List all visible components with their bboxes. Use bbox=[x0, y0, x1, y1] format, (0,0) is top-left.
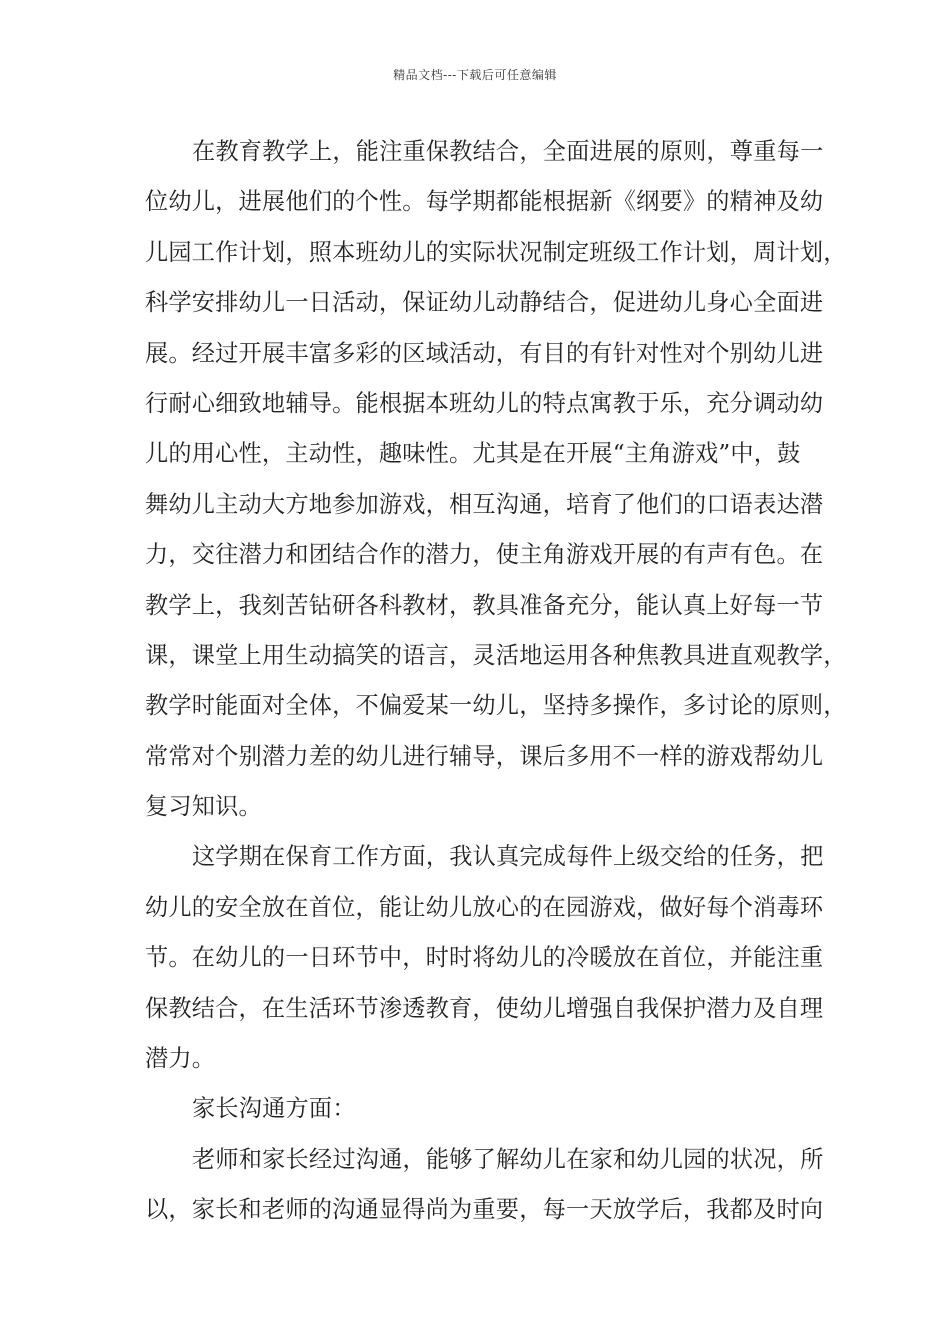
paragraph-line: 位幼儿，进展他们的个性。每学期都能根据新《纲要》的精神及幼 bbox=[145, 188, 824, 216]
paragraph-line: 力，交往潜力和团结合作的潜力，使主角游戏开展的有声有色。在 bbox=[145, 541, 824, 569]
paragraph-line: 幼儿的安全放在首位，能让幼儿放心的在园游戏，做好每个消毒环 bbox=[145, 893, 824, 921]
paragraph-line: 教学上，我刻苦钻研各科教材，教具准备充分，能认真上好每一节 bbox=[145, 591, 824, 619]
paragraph-line: 在教育教学上，能注重保教结合，全面进展的原则，尊重每一 bbox=[192, 138, 824, 165]
paragraph-line: 这学期在保育工作方面，我认真完成每件上级交给的任务，把 bbox=[192, 843, 824, 871]
paragraph-line: 儿的用心性，主动性，趣味性。尤其是在开展“主角游戏”中，鼓 bbox=[145, 440, 801, 468]
paragraph-line: 复习知识。 bbox=[145, 793, 262, 821]
paragraph-line: 教学时能面对全体，不偏爱某一幼儿，坚持多操作，多讨论的原则， bbox=[145, 692, 847, 720]
paragraph-line: 老师和家长经过沟通，能够了解幼儿在家和幼儿园的状况，所 bbox=[192, 1145, 824, 1173]
paragraph-line: 保教结合，在生活环节渗透教育，使幼儿增强自我保护潜力及自理 bbox=[145, 994, 824, 1022]
paragraph-line: 儿园工作计划，照本班幼儿的实际状况制定班级工作计划，周计划， bbox=[145, 238, 847, 266]
paragraph-line: 科学安排幼儿一日活动，保证幼儿动静结合，促进幼儿身心全面进 bbox=[145, 289, 824, 317]
paragraph-line: 以，家长和老师的沟通显得尚为重要，每一天放学后，我都及时向 bbox=[145, 1196, 824, 1224]
paragraph-line: 展。经过开展丰富多彩的区域活动，有目的有针对性对个别幼儿进 bbox=[145, 339, 824, 367]
paragraph-line: 行耐心细致地辅导。能根据本班幼儿的特点寓教于乐，充分调动幼 bbox=[145, 389, 824, 417]
paragraph-line: 课，课堂上用生动搞笑的语言，灵活地运用各种焦教具进直观教学， bbox=[145, 641, 847, 669]
page-header: 精品文档---下载后可任意编辑 bbox=[393, 68, 557, 82]
paragraph-line: 舞幼儿主动大方地参加游戏，相互沟通，培育了他们的口语表达潜 bbox=[145, 490, 824, 518]
section-heading: 家长沟通方面： bbox=[192, 1095, 356, 1123]
document-body bbox=[145, 132, 847, 1241]
paragraph-line: 常常对个别潜力差的幼儿进行辅导，课后多用不一样的游戏帮幼儿 bbox=[145, 742, 824, 770]
paragraph-line: 潜力。 bbox=[145, 1045, 216, 1073]
paragraph-line: 节。在幼儿的一日环节中，时时将幼儿的冷暖放在首位，并能注重 bbox=[145, 944, 824, 972]
